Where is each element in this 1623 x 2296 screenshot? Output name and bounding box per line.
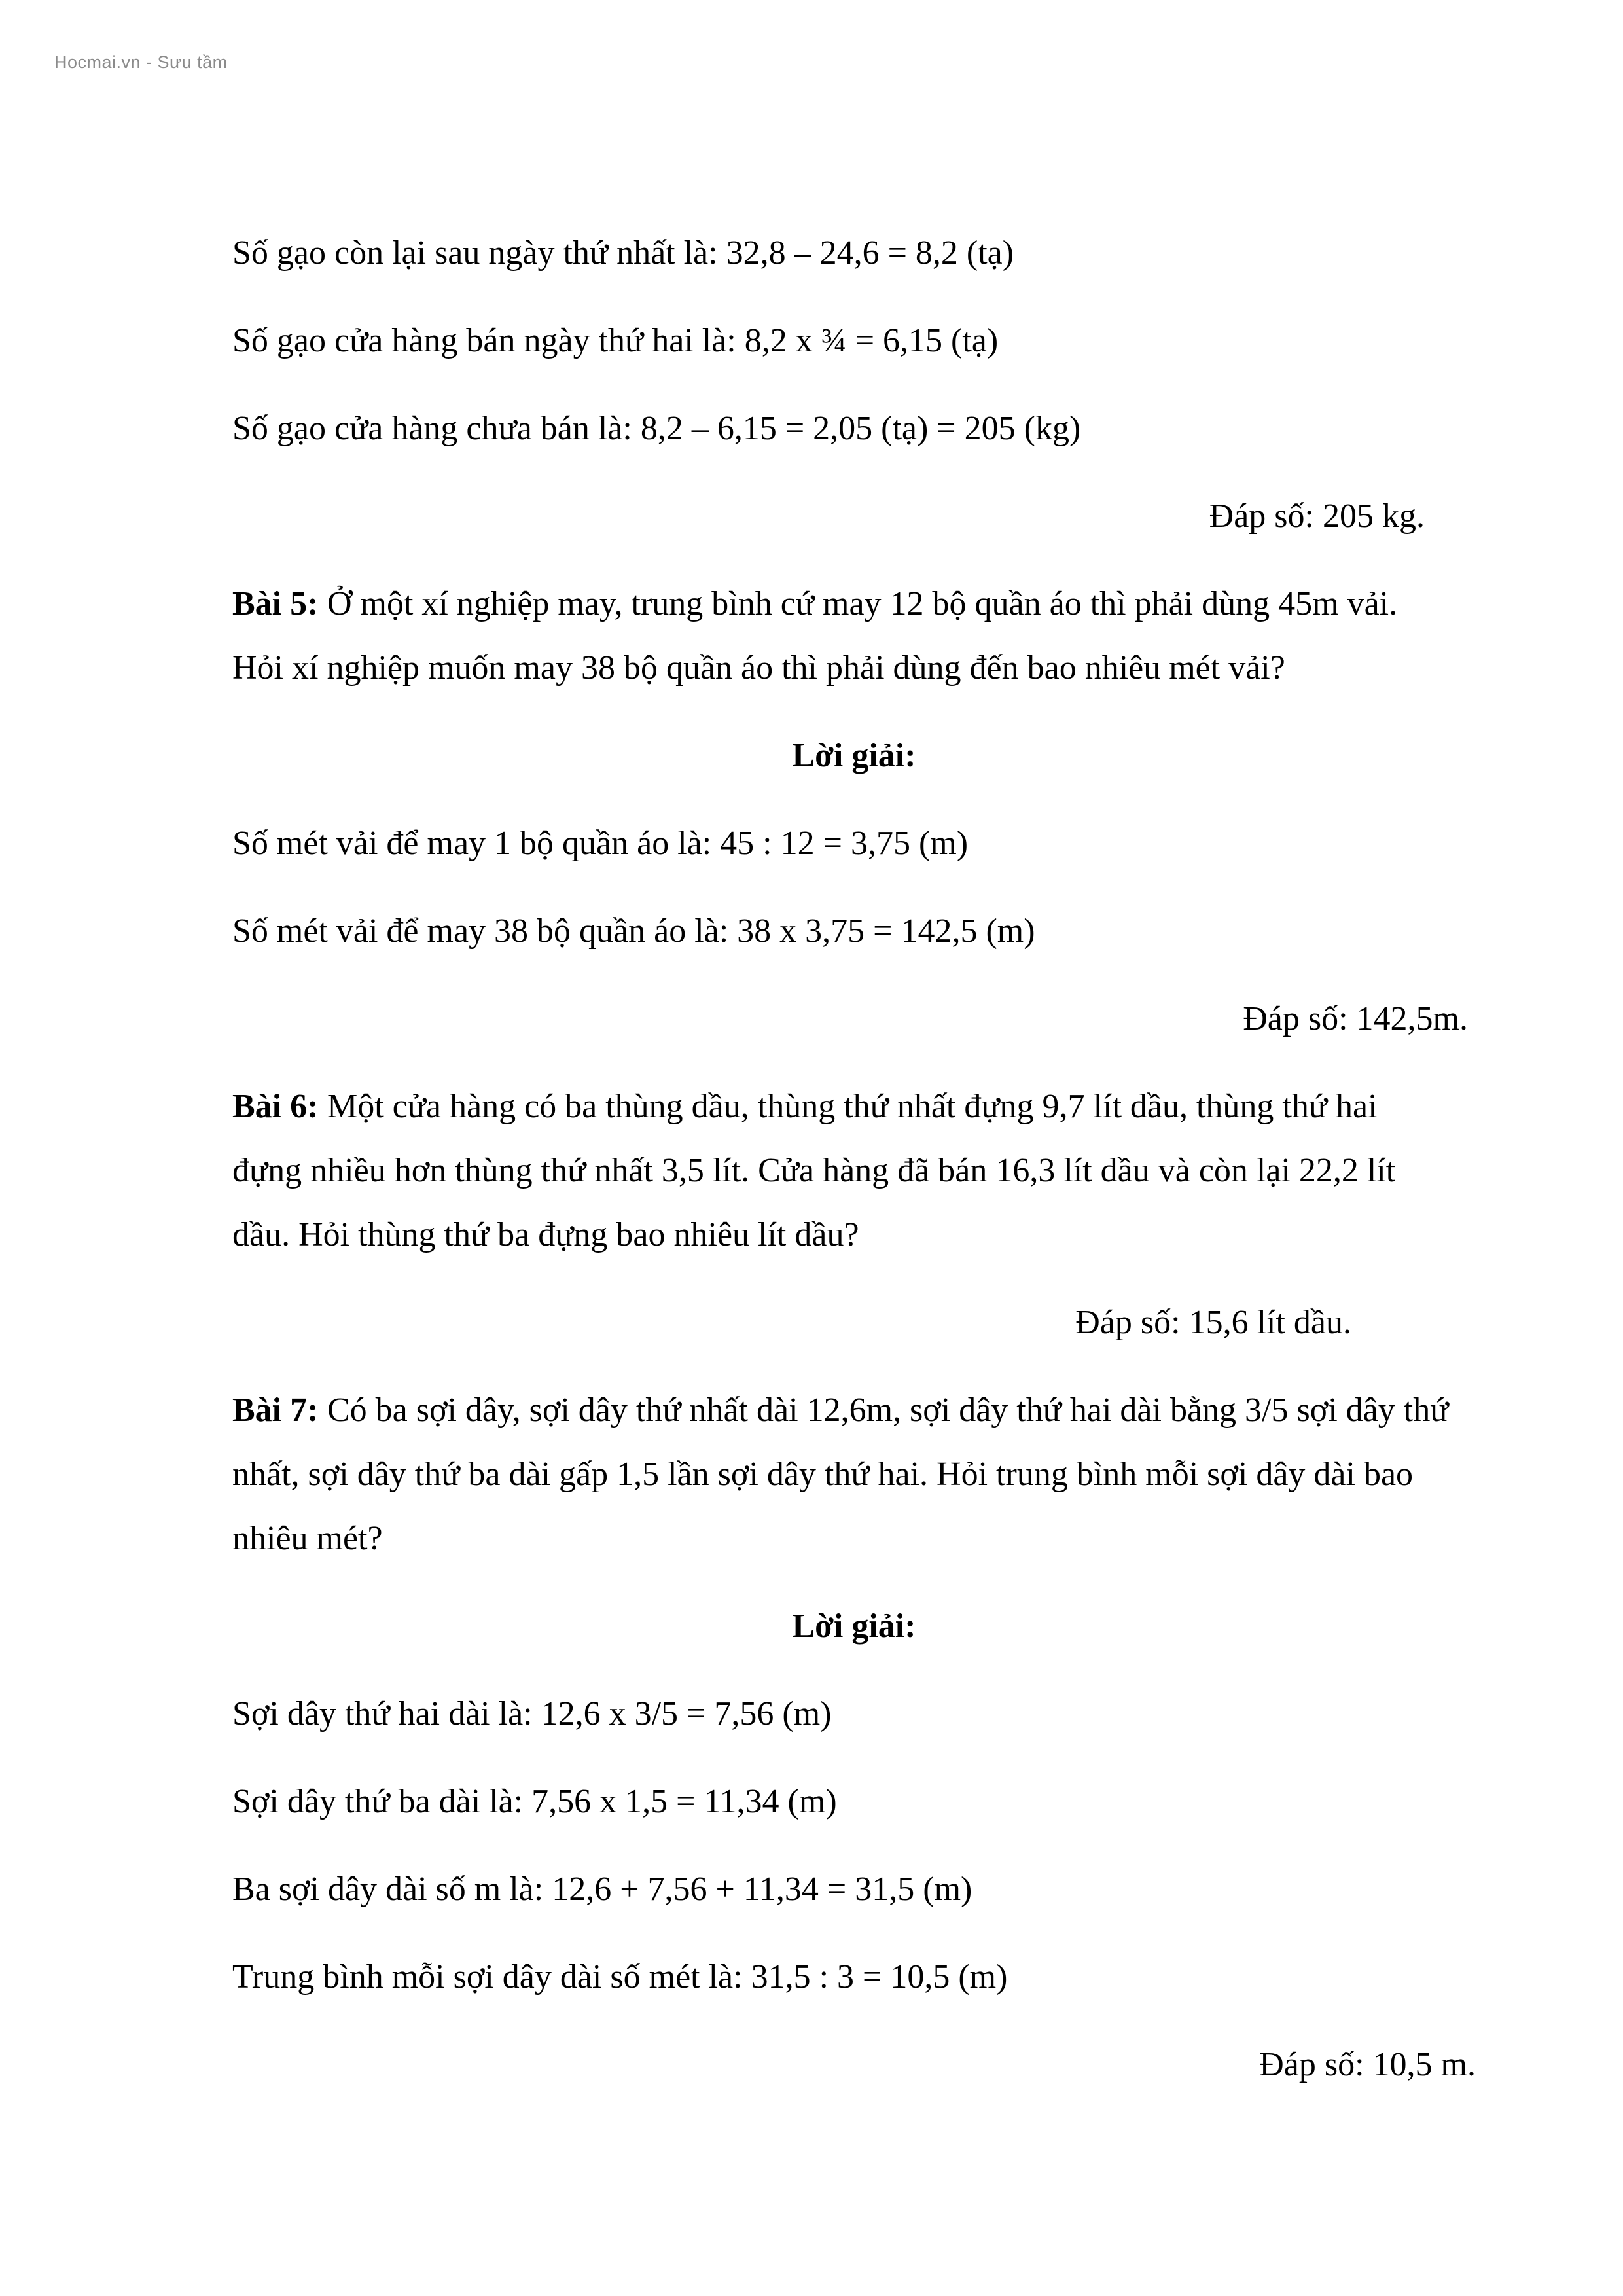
- solution-step-text: Số gạo cửa hàng bán ngày thứ hai là: 8,2 x ¾ = 6,15 (tạ): [232, 322, 999, 359]
- statement-line: dầu. Hỏi thùng thứ ba đựng bao nhiêu lít dầu?: [232, 1216, 859, 1253]
- statement-line: [232, 1378, 1476, 1443]
- statement-line: đựng nhiều hơn thùng thứ nhất 3,5 lít. Cửa hàng đã bán 16,3 lít dầu và còn lại 22,2 lít: [232, 1152, 1396, 1189]
- solution-title: Lời giải:: [792, 737, 916, 774]
- problem-label: Bài 6:: [232, 1088, 319, 1125]
- watermark: Hocmai.vn - Sưu tầm: [54, 52, 228, 72]
- solution-step-text: Số mét vải để may 1 bộ quần áo là: 45 : 12 = 3,75 (m): [232, 825, 969, 862]
- statement-text: Một cửa hàng có ba thùng dầu, thùng thứ nhất đựng 9,7 lít dầu, thùng thứ hai: [327, 1088, 1378, 1125]
- answer-line: [232, 2033, 1476, 2097]
- solution-step-text: Trung bình mỗi sợi dây dài số mét là: 31,5 : 3 = 10,5 (m): [232, 1958, 1008, 1996]
- answer-line: [232, 1291, 1351, 1355]
- solution-step-text: Số gạo còn lại sau ngày thứ nhất là: 32,8 – 24,6 = 8,2 (tạ): [232, 234, 1014, 272]
- solution-step: [232, 397, 1476, 461]
- solution-step-text: Sợi dây thứ ba dài là: 7,56 x 1,5 = 11,34 (m): [232, 1783, 837, 1820]
- problem-statement: [232, 1378, 1476, 1571]
- statement-line: [232, 1075, 1476, 1139]
- solution-step: [232, 221, 1476, 285]
- statement-line: nhất, sợi dây thứ ba dài gấp 1,5 lần sợi dây thứ hai. Hỏi trung bình mỗi sợi dây dài bao: [232, 1456, 1414, 1493]
- solution-step: [232, 309, 1476, 373]
- solution-step-text: Số gạo cửa hàng chưa bán là: 8,2 – 6,15 = 2,05 (tạ) = 205 (kg): [232, 410, 1081, 447]
- answer-text: Đáp số: 142,5m.: [1243, 1000, 1468, 1037]
- document-content: [232, 221, 1476, 2121]
- answer-line: [232, 484, 1425, 548]
- statement-text: Ở một xí nghiệp may, trung bình cứ may 12 bộ quần áo thì phải dùng 45m vải.: [327, 585, 1398, 622]
- solution-step-text: Số mét vải để may 38 bộ quần áo là: 38 x 3,75 = 142,5 (m): [232, 912, 1035, 950]
- statement-line: Hỏi xí nghiệp muốn may 38 bộ quần áo thì phải dùng đến bao nhiêu mét vải?: [232, 649, 1285, 687]
- solution-step: [232, 1770, 1476, 1834]
- answer-text: Đáp số: 10,5 m.: [1259, 2046, 1476, 2083]
- answer-text: Đáp số: 205 kg.: [1209, 497, 1425, 535]
- statement-text: Có ba sợi dây, sợi dây thứ nhất dài 12,6m, sợi dây thứ hai dài bằng 3/5 sợi dây thứ: [327, 1391, 1449, 1429]
- solution-title: Lời giải:: [792, 1607, 916, 1645]
- solution-step: [232, 812, 1476, 876]
- problem-statement: [232, 1075, 1476, 1267]
- answer-text: Đáp số: 15,6 lít dầu.: [1075, 1304, 1351, 1341]
- problem-statement: [232, 572, 1476, 700]
- solution-step: [232, 1857, 1476, 1922]
- problem-label: Bài 7:: [232, 1391, 319, 1429]
- statement-line: nhiêu mét?: [232, 1520, 383, 1557]
- statement-line: [232, 572, 1476, 636]
- solution-step-text: Ba sợi dây dài số m là: 12,6 + 7,56 + 11,34 = 31,5 (m): [232, 1871, 972, 1908]
- solution-step-text: Sợi dây thứ hai dài là: 12,6 x 3/5 = 7,56 (m): [232, 1695, 832, 1732]
- problem-label: Bài 5:: [232, 585, 319, 622]
- solution-step: [232, 1682, 1476, 1746]
- solution-step: [232, 1945, 1476, 2009]
- answer-line: [232, 987, 1468, 1051]
- solution-step: [232, 899, 1476, 963]
